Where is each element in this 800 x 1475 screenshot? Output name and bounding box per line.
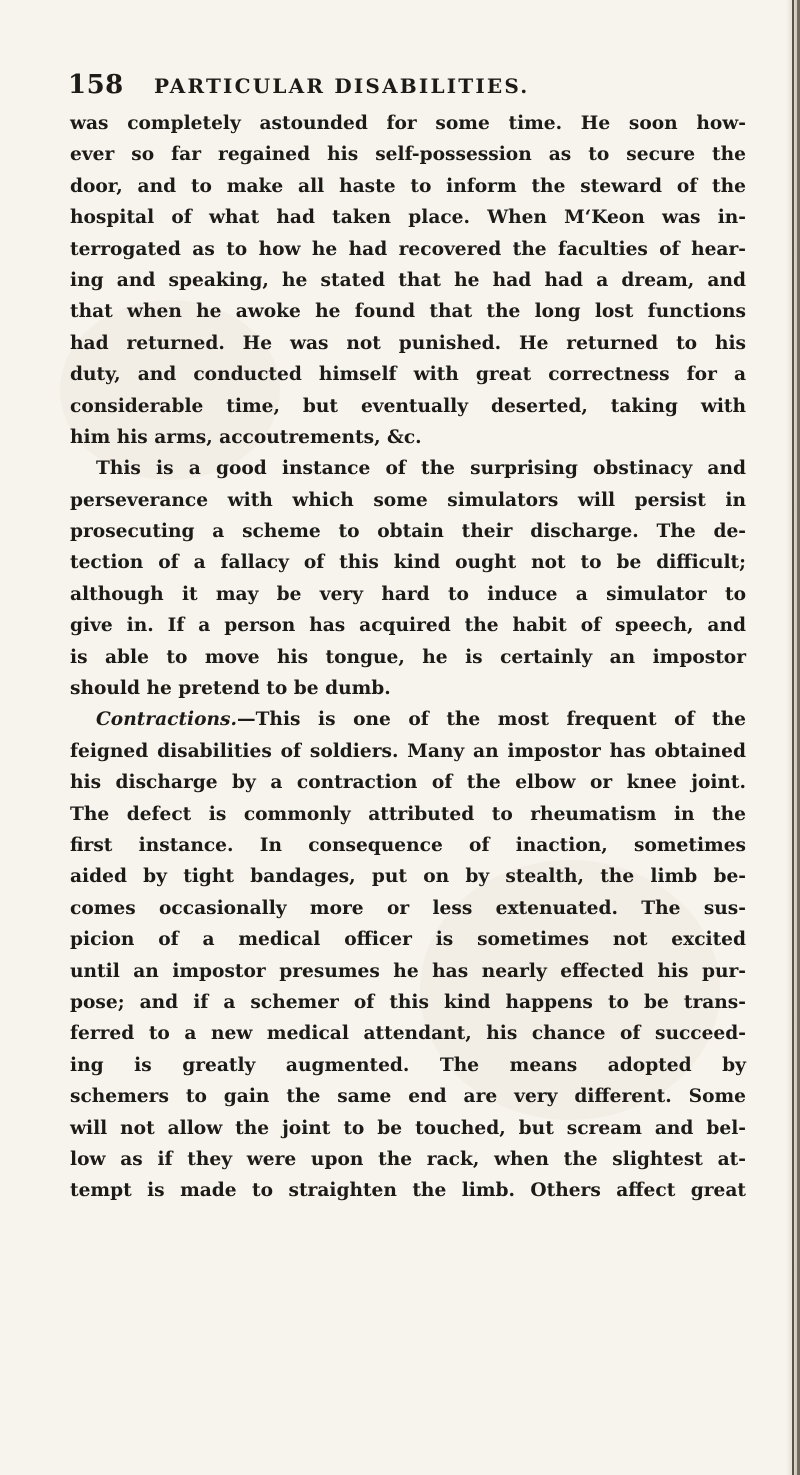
text-line: should he pretend to be dumb. [70, 678, 391, 700]
section-heading: Contractions. [96, 709, 237, 731]
line-text: —This is one of the most frequent of the [237, 709, 746, 731]
text-line: ing is greatly augmented. The means adopted by [70, 1054, 746, 1076]
text-line: pose; and if a schemer of this kind happens to be trans- [70, 991, 746, 1013]
text-line: him his arms, accoutrements, &c. [70, 426, 422, 448]
text-line: aided by tight bandages, put on by stealth, the limb be- [70, 866, 746, 888]
text-line: first instance. In consequence of inaction, sometimes [70, 834, 746, 856]
text-line: low as if they were upon the rack, when the slightest at- [70, 1148, 746, 1170]
text-line: This is a good instance of the surprising obstinacy and [96, 458, 746, 480]
page-number: 158 [68, 70, 124, 100]
text-line: will not allow the joint to be touched, but scream and bel- [70, 1117, 746, 1139]
text-line: hospital of what had taken place. When M‘Keon was in- [70, 207, 746, 229]
text-line: ing and speaking, he stated that he had had a dream, and [70, 269, 746, 291]
text-line: considerable time, but eventually deserted, taking with [70, 395, 746, 417]
text-line: perseverance with which some simulators will persist in [70, 489, 746, 511]
text-line: is able to move his tongue, he is certainly an impostor [70, 646, 746, 668]
page-edge-line [792, 0, 794, 1475]
text-line: The defect is commonly attributed to rheumatism in the [70, 803, 746, 825]
body-text [70, 108, 746, 1207]
text-line: comes occasionally more or less extenuated. The sus- [70, 897, 746, 919]
text-line: his discharge by a contraction of the elbow or knee joint. [70, 772, 746, 794]
text-line: duty, and conducted himself with great correctness for a [70, 364, 746, 386]
text-line: schemers to gain the same end are very different. Some [70, 1086, 746, 1108]
text-line: terrogated as to how he had recovered the faculties of hear- [70, 238, 746, 260]
text-line: although it may be very hard to induce a simulator to [70, 583, 746, 605]
text-line: prosecuting a scheme to obtain their discharge. The de- [70, 521, 746, 543]
text-line [70, 704, 746, 735]
text-line: picion of a medical officer is sometimes not excited [70, 929, 746, 951]
text-line: tection of a fallacy of this kind ought not to be difficult; [70, 552, 746, 574]
text-line: ever so far regained his self-possession as to secure the [70, 144, 746, 166]
text-line: was completely astounded for some time. He soon how- [70, 113, 746, 134]
text-line: until an impostor presumes he has nearly effected his pur- [70, 960, 746, 982]
text-line: that when he awoke he found that the long lost functions [70, 301, 746, 323]
text-line: feigned disabilities of soldiers. Many an impostor has obtained [70, 740, 746, 762]
page-header [68, 70, 708, 106]
text-line: give in. If a person has acquired the habit of speech, and [70, 615, 746, 637]
text-line: ferred to a new medical attendant, his chance of succeed- [70, 1023, 746, 1045]
text-line: had returned. He was not punished. He returned to his [70, 332, 746, 354]
text-line: door, and to make all haste to inform the steward of the [70, 175, 746, 197]
text-line: tempt is made to straighten the limb. Others affect great [70, 1180, 746, 1202]
running-head: PARTICULAR DISABILITIES. [154, 74, 530, 98]
